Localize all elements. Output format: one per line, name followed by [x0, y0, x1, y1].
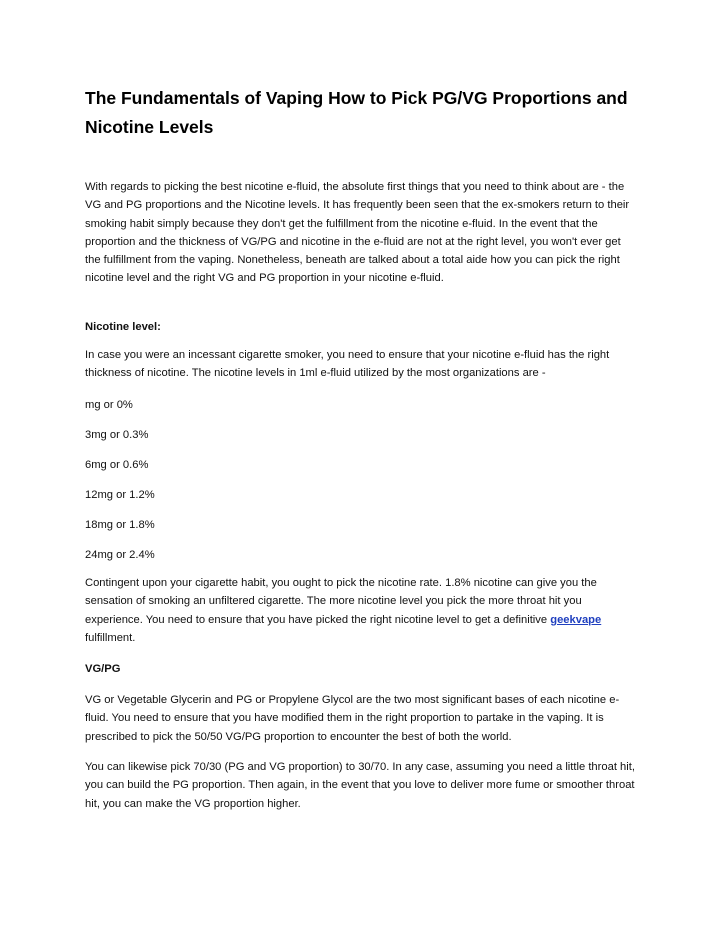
- habit-text-after: fulfillment.: [85, 631, 136, 644]
- nicotine-level-item: 24mg or 2.4%: [85, 549, 155, 561]
- nicotine-level-item: 6mg or 0.6%: [85, 459, 149, 471]
- nicotine-level-item: mg or 0%: [85, 399, 133, 411]
- nicotine-heading: Nicotine level:: [85, 321, 161, 333]
- vgpg-paragraph-1: VG or Vegetable Glycerin and PG or Propylene Glycol are the two most significant bases of each nicotine e-fluid. You need to ensure that you have modified them in the right proportion to partake in the vaping. It is prescribed to pick the 50/50 VG/PG proportion to encounter the best of both the world.: [85, 694, 620, 743]
- geekvape-link[interactable]: geekvape: [550, 613, 602, 626]
- nicotine-level-item: 12mg or 1.2%: [85, 489, 155, 501]
- nicotine-level-item: 18mg or 1.8%: [85, 519, 155, 531]
- nicotine-level-item: 3mg or 0.3%: [85, 429, 149, 441]
- intro-paragraph: With regards to picking the best nicotine e-fluid, the absolute first things that you need to think about are - the VG and PG proportions and the Nicotine levels. It has frequently been seen that the ex-smokers return to their smoking habit simply because they don't get the fulfillment from the nicotine e-fluid. In the event that the proportion and the thickness of VG/PG and nicotine in the e-fluid are not at the right level, you won't ever get the fulfillment from the vaping. Nonetheless, beneath are talked about a total aide how you can pick the right nicotine level and the right VG and PG proportion in your nicotine e-fluid.: [85, 181, 630, 285]
- vgpg-heading: VG/PG: [85, 663, 121, 675]
- vgpg-paragraph-2: You can likewise pick 70/30 (PG and VG proportion) to 30/70. In any case, assuming you need a little throat hit, you can build the PG proportion. Then again, in the event that you love to deliver more fume or smoother throat hit, you can make the VG proportion higher.: [85, 761, 635, 810]
- habit-text-before: Contingent upon your cigarette habit, you ought to pick the nicotine rate. 1.8% nicotine can give you the sensation of smoking an unfiltered cigarette. The more nicotine level you pick the more throat hit you experience. You need to ensure that you have picked the right nicotine level to get a definitive: [85, 577, 597, 626]
- document-title: The Fundamentals of Vaping How to Pick PG/VG Proportions and Nicotine Levels: [85, 88, 628, 137]
- nicotine-intro-paragraph: In case you were an incessant cigarette smoker, you need to ensure that your nicotine e-fluid has the right thickness of nicotine. The nicotine levels in 1ml e-fluid utilized by the most organizations are -: [85, 349, 610, 380]
- habit-paragraph: [85, 574, 637, 647]
